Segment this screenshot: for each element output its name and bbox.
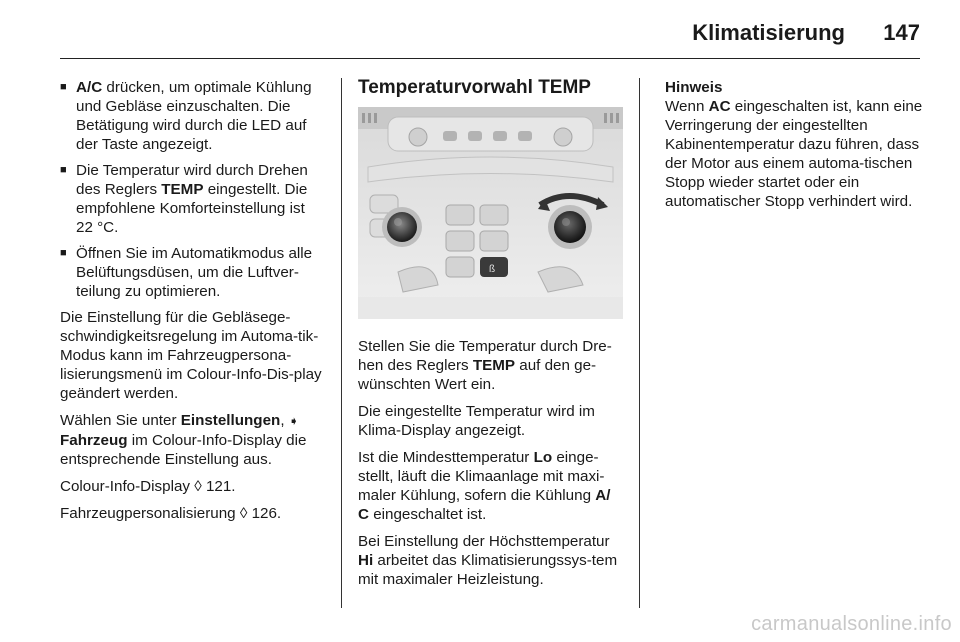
menu-einstellungen: Einstellungen bbox=[180, 412, 281, 429]
reference-colour-info bbox=[60, 477, 325, 496]
text: Stellen Sie die Temperatur durch Dre-hen des Reglers bbox=[358, 338, 612, 374]
bullet-text: Die Temperatur wird durch Drehen des Reglers bbox=[76, 162, 308, 198]
paragraph-hi bbox=[358, 532, 623, 589]
bullet-item-ac bbox=[60, 78, 325, 154]
key-ac: A/C bbox=[76, 79, 103, 96]
hint-text bbox=[665, 97, 923, 211]
reference-icon: ◊ bbox=[194, 478, 202, 495]
bullet-item-auto bbox=[60, 244, 325, 301]
reference-page: 121. bbox=[201, 478, 236, 495]
key-hi: Hi bbox=[358, 552, 374, 569]
key-lo: Lo bbox=[533, 449, 553, 466]
column-divider-1 bbox=[341, 78, 342, 608]
reference-personalisation bbox=[60, 504, 325, 523]
reference-icon: ◊ bbox=[239, 505, 248, 522]
bullet-icon: ■ bbox=[60, 81, 67, 93]
climate-control-panel-figure bbox=[358, 107, 623, 319]
text: auf den ge-wünschten Wert ein. bbox=[358, 357, 597, 393]
text: Wählen Sie unter bbox=[60, 412, 181, 429]
column-divider-2 bbox=[639, 78, 640, 608]
paragraph-lo bbox=[358, 448, 623, 524]
reference-page: 126. bbox=[247, 505, 282, 522]
paragraph-settings: Die Einstellung für die Gebläsege-schwindigkeitsregelung im Automa-tik-Modus kann im Fahrzeugpersona-lisierungsmenü im Colour-Info-Dis-play geändert werden. bbox=[60, 309, 322, 402]
text: einge-stellt, läuft die Klimaanlage mit maxi-maler Kühlung, sofern die Kühlung bbox=[358, 449, 605, 504]
key-ac: A/ C bbox=[358, 487, 611, 523]
section-heading: Temperaturvorwahl TEMP bbox=[358, 77, 591, 98]
bullet-text: drücken, um optimale Kühlung und Gebläse einzuschalten. Die Betätigung wird durch die LED auf der Taste angezeigt. bbox=[76, 79, 312, 153]
key-ac: AC bbox=[708, 98, 731, 115]
watermark: carmanualsonline.info bbox=[751, 613, 952, 635]
arrow-icon: ➧ bbox=[288, 414, 299, 428]
bullet-text: Öffnen Sie im Automatikmodus alle Belüftungsdüsen, um die Luftver-teilung zu optimieren. bbox=[76, 245, 313, 300]
text: , bbox=[280, 412, 289, 429]
svg-text:ß: ß bbox=[489, 264, 496, 275]
chapter-title: Klimatisierung bbox=[692, 20, 845, 45]
hint-title: Hinweis bbox=[665, 79, 723, 96]
bullet-icon: ■ bbox=[60, 164, 67, 176]
bullet-text: eingestellt. Die empfohlene Komforteinstellung ist 22 °C. bbox=[76, 181, 308, 236]
menu-fahrzeug: Fahrzeug bbox=[60, 432, 128, 449]
page-header bbox=[60, 14, 920, 59]
key-temp: TEMP bbox=[161, 181, 204, 198]
paragraph-display: Die eingestellte Temperatur wird im Klima-Display angezeigt. bbox=[358, 403, 595, 439]
text: arbeitet das Klimatisierungssys-tem mit maximaler Heizleistung. bbox=[358, 552, 618, 588]
text: eingeschalten ist, kann eine Verringerung der eingestellten Kabinentemperatur dazu führen, dass der Motor aus einem automa-tischen Stopp wieder startet oder ein automatischer Stopp verhindert wird. bbox=[665, 98, 923, 210]
bullet-icon: ■ bbox=[60, 247, 67, 259]
text: Fahrzeugpersonalisierung bbox=[60, 505, 240, 522]
column-left bbox=[60, 78, 325, 531]
paragraph-set-temp bbox=[358, 337, 623, 394]
text: Wenn bbox=[665, 98, 709, 115]
page-number: 147 bbox=[883, 20, 920, 45]
text: Ist die Mindesttemperatur bbox=[358, 449, 534, 466]
key-temp: TEMP bbox=[472, 357, 516, 374]
text: im Colour-Info-Display die entsprechende Einstellung aus. bbox=[60, 432, 307, 468]
text: Colour-Info-Display bbox=[60, 478, 195, 495]
text: eingeschaltet ist. bbox=[368, 506, 487, 523]
text: Bei Einstellung der Höchsttemperatur bbox=[358, 533, 610, 550]
bullet-item-temp bbox=[60, 161, 325, 237]
column-right bbox=[665, 78, 923, 219]
paragraph-menu bbox=[60, 411, 325, 469]
column-middle bbox=[358, 78, 623, 597]
